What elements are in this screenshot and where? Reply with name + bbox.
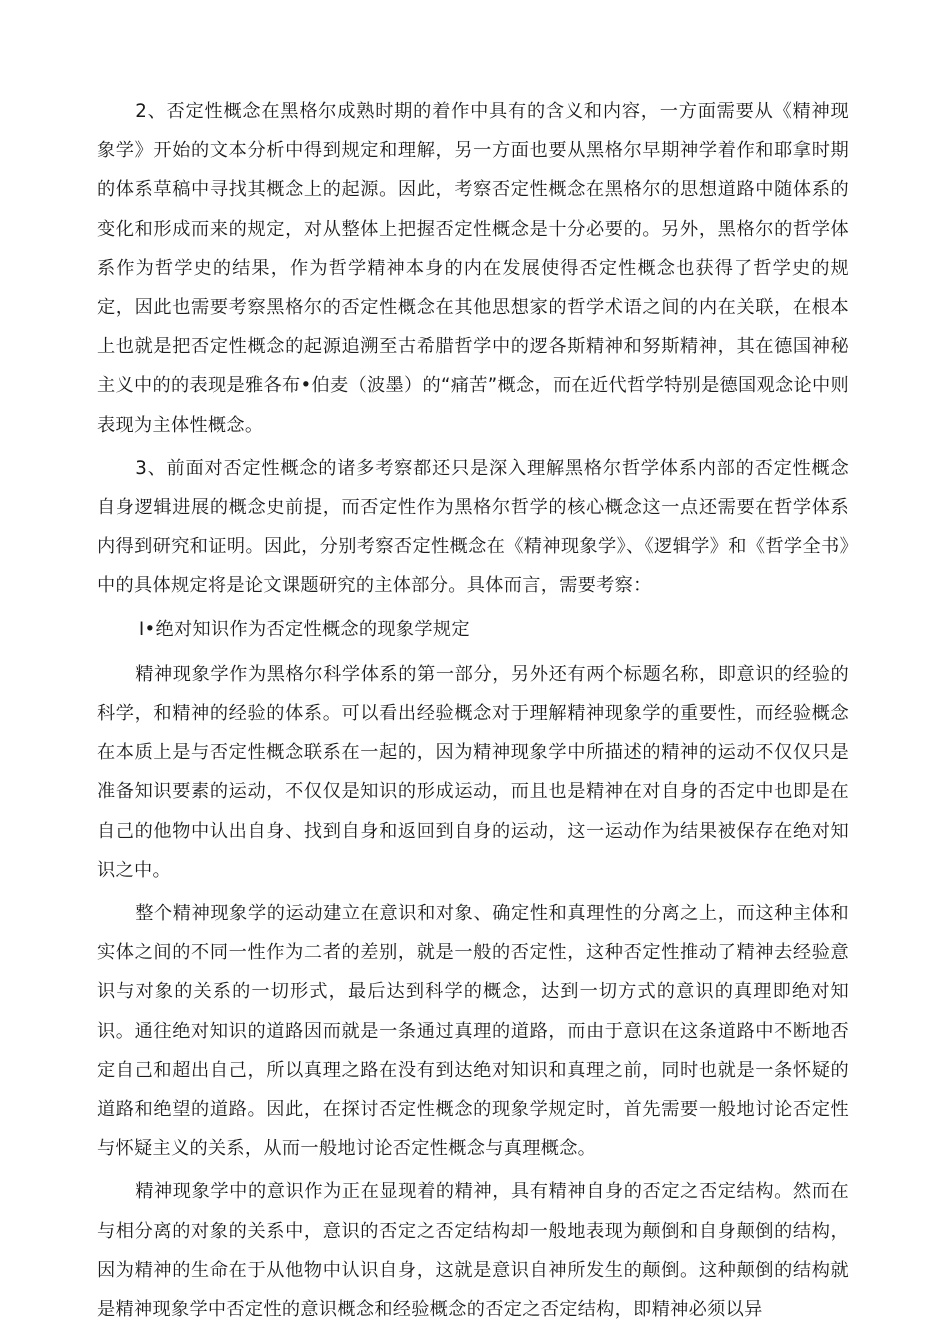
body-paragraph-2: 整个精神现象学的运动建立在意识和对象、确定性和真理性的分离之上，而这种主体和实体之间的不同一性作为二者的差别，就是一般的否定性，这种否定性推动了精神去经验意识与对象的关系的一切形式，最后达到科学的概念，达到一切方式的意识的真理即绝对知识。通往绝对知识的道路因而就是一条通过真理的道路，而由于意识在这条道路中不断地否定自己和超出自己，所以真理之路在没有到达绝对知识和真理之前，同时也就是一条怀疑的道路和绝望的道路。因此，在探讨否定性概念的现象学规定时，首先需要一般地讨论否定性与怀疑主义的关系，从而一般地讨论否定性概念与真理概念。 [97,903,849,1160]
paragraph-3: 3、前面对否定性概念的诸多考察都还只是深入理解黑格尔哲学体系内部的否定性概念自身逻辑进展的概念史前提，而否定性作为黑格尔哲学的核心概念这一点还需要在哲学体系内得到研究和证明。因此，分别考察否定性概念在《精神现象学》、《逻辑学》和《哲学全书》中的具体规定将是论文课题研究的主体部分。具体而言，需要考察： [97,457,849,597]
body-paragraph-3: 精神现象学中的意识作为正在显现着的精神，具有精神自身的否定之否定结构。然而在与相分离的对象的关系中，意识的否定之否定结构却一般地表现为颠倒和自身颠倒的结构，因为精神的生命在于从他物中认识自身，这就是意识自神所发生的颠倒。这种颠倒的结构就是精神现象学中否定性的意识概念和经验概念的否定之否定结构，即精神必须以异 [97,1181,849,1321]
body-paragraph-1: 精神现象学作为黑格尔科学体系的第一部分，另外还有两个标题名称，即意识的经验的科学，和精神的经验的体系。可以看出经验概念对于理解精神现象学的重要性，而经验概念在本质上是与否定性概念联系在一起的，因为精神现象学中所描述的精神的运动不仅仅只是准备知识要素的运动，不仅仅是知识的形成运动，而且也是精神在对自身的否定中也即是在自己的他物中认出自身、找到自身和返回到自身的运动，这一运动作为结果被保存在绝对知识之中。 [97,663,849,881]
document-body [97,92,849,1333]
paragraph-2: 2、否定性概念在黑格尔成熟时期的着作中具有的含义和内容，一方面需要从《精神现象学》开始的文本分析中得到规定和理解，另一方面也要从黑格尔早期神学着作和耶拿时期的体系草稿中寻找其概念上的起源。因此，考察否定性概念在黑格尔的思想道路中随体系的变化和形成而来的规定，对从整体上把握否定性概念是十分必要的。另外，黑格尔的哲学体系作为哲学史的结果，作为哲学精神本身的内在发展使得否定性概念也获得了哲学史的规定，因此也需要考察黑格尔的否定性概念在其他思想家的哲学术语之间的内在关联，在根本上也就是把否定性概念的起源追溯至古希腊哲学中的逻各斯精神和努斯精神，其在德国神秘主义中的的表现是雅各布•伯麦（波墨）的“痛苦”概念，而在近代哲学特别是德国观念论中则表现为主体性概念。 [97,101,849,436]
section-subheading: I•绝对知识作为否定性概念的现象学规定 [138,618,470,640]
